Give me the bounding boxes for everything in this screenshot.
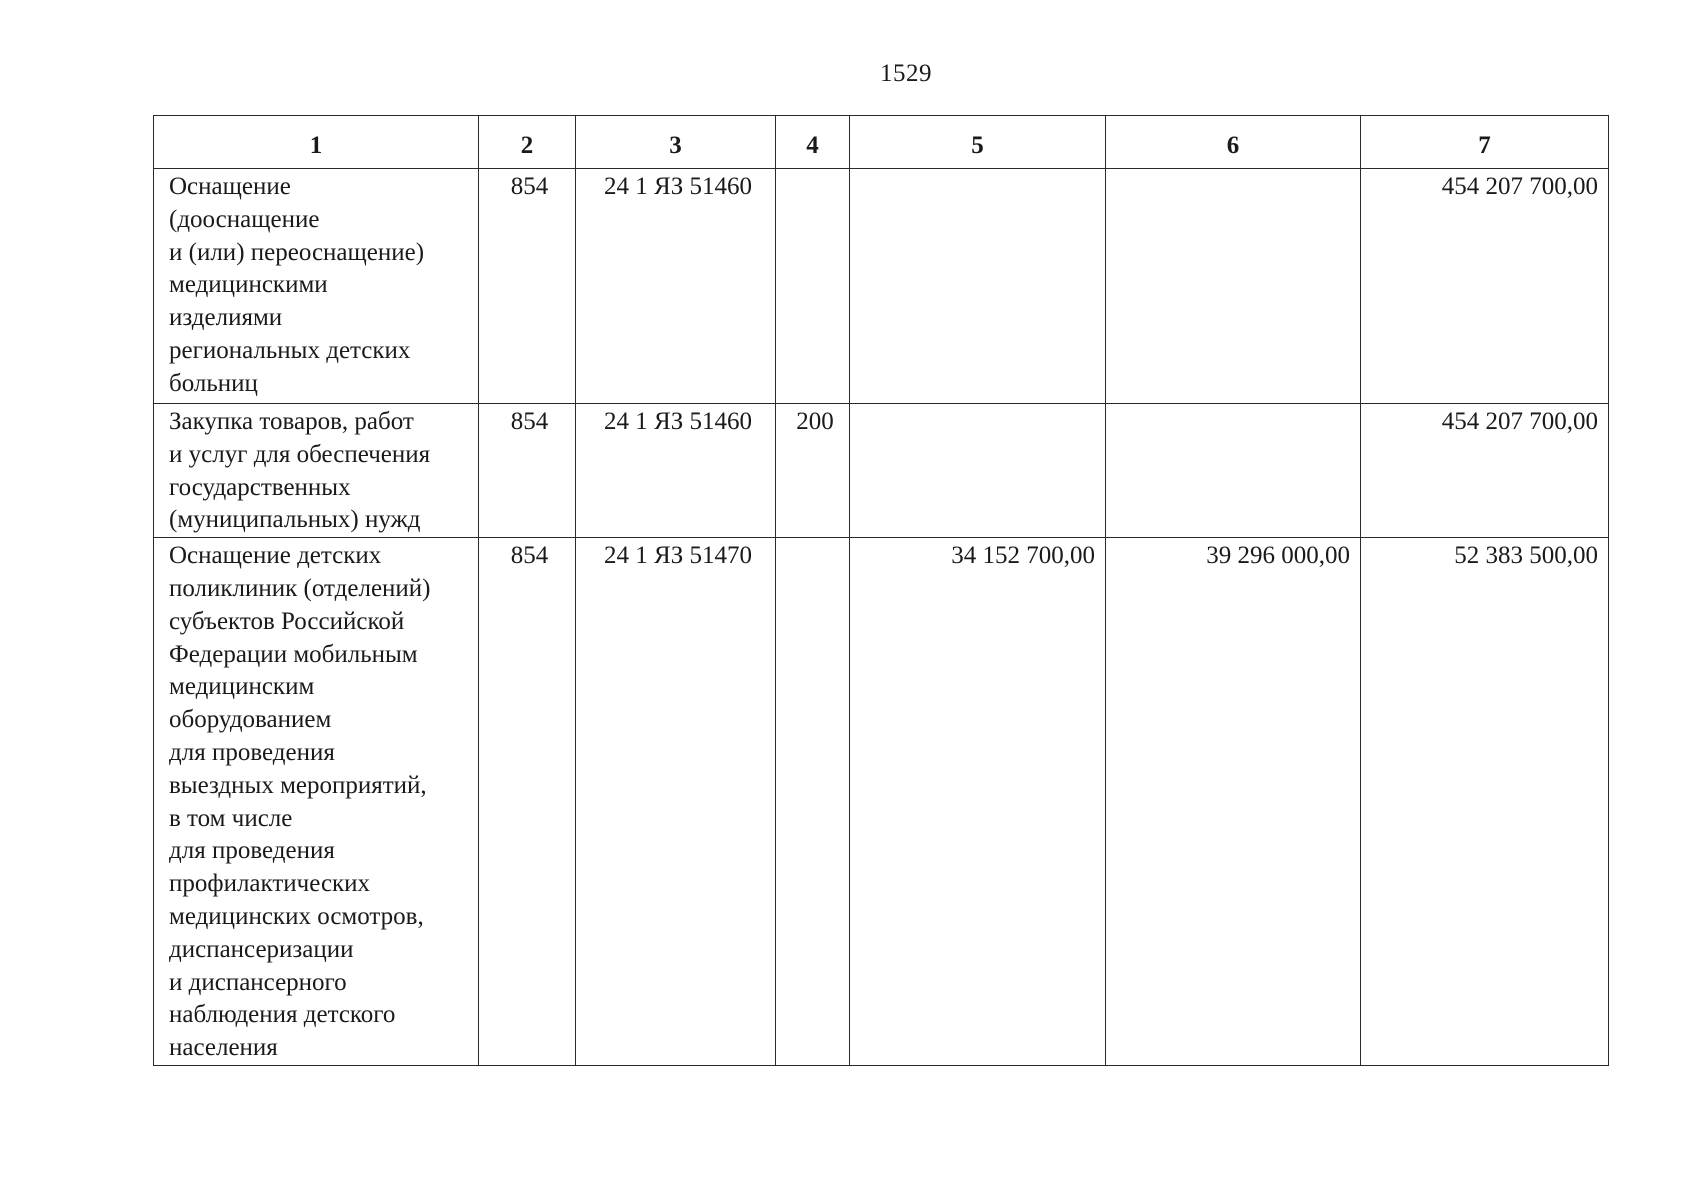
- row-name-line: в том числе: [169, 804, 293, 832]
- row-name-line: Федерации мобильным: [169, 640, 418, 668]
- target-article-cell: 24 1 ЯЗ 51460: [576, 169, 776, 404]
- row-name-line: Закупка товаров, работ: [169, 408, 414, 435]
- amount-col6-cell: [1106, 404, 1361, 538]
- column-header-5: 5: [850, 116, 1106, 169]
- row-name-line: для проведения: [169, 738, 335, 766]
- amount-col5-cell: [850, 404, 1106, 538]
- column-header-1: 1: [154, 116, 479, 169]
- row-name-line: изделиями: [169, 304, 283, 332]
- amount-col7-cell: 52 383 500,00: [1361, 538, 1609, 1066]
- column-header-2: 2: [479, 116, 576, 169]
- expense-type-cell: 200: [776, 404, 850, 538]
- target-article-cell: 24 1 ЯЗ 51460: [576, 404, 776, 538]
- row-name-cell: [154, 404, 479, 538]
- row-name-line: медицинским: [169, 673, 315, 701]
- amount-col7-cell: 454 207 700,00: [1361, 404, 1609, 538]
- column-header-4: 4: [776, 116, 850, 169]
- amount-col5-cell: [850, 169, 1106, 404]
- column-header-3: 3: [576, 116, 776, 169]
- row-name-line: населения: [169, 1034, 278, 1062]
- row-name-line: (муниципальных) нужд: [169, 506, 421, 534]
- ministry-code-cell: 854: [479, 538, 576, 1066]
- table-row: [154, 404, 1609, 538]
- row-name-line: и (или) переоснащение): [169, 238, 425, 266]
- row-name-line: медицинскими: [169, 271, 328, 299]
- amount-col6-cell: [1106, 169, 1361, 404]
- ministry-code-cell: 854: [479, 169, 576, 404]
- amount-col6-cell: 39 296 000,00: [1106, 538, 1361, 1066]
- expense-type-cell: [776, 169, 850, 404]
- row-name-line: поликлиник (отделений): [169, 574, 431, 602]
- row-name-line: и услуг для обеспечения: [169, 440, 431, 468]
- row-name-line: для проведения: [169, 837, 335, 865]
- amount-col7-cell: 454 207 700,00: [1361, 169, 1609, 404]
- column-header-6: 6: [1106, 116, 1361, 169]
- amount-col5-cell: 34 152 700,00: [850, 538, 1106, 1066]
- table-row: [154, 169, 1609, 404]
- row-name-cell: [154, 169, 479, 404]
- budget-table: [153, 115, 1609, 1066]
- row-name-line: медицинских осмотров,: [169, 902, 424, 930]
- row-name-line: профилактических: [169, 870, 371, 898]
- row-name-line: субъектов Российской: [169, 607, 405, 635]
- row-name-line: выездных мероприятий,: [169, 771, 427, 799]
- row-name-line: и диспансерного: [169, 968, 347, 996]
- ministry-code-cell: 854: [479, 404, 576, 538]
- header-row: [154, 116, 1609, 169]
- row-name-line: больниц: [169, 369, 258, 397]
- row-name-line: региональных детских: [169, 336, 411, 364]
- row-name-line: диспансеризации: [169, 935, 354, 963]
- page-number: 1529: [880, 60, 932, 87]
- row-name-line: оборудованием: [169, 706, 332, 734]
- table-row: [154, 538, 1609, 1066]
- row-name-cell: [154, 538, 479, 1066]
- row-name-line: Оснащение детских: [169, 542, 382, 570]
- target-article-cell: 24 1 ЯЗ 51470: [576, 538, 776, 1066]
- expense-type-cell: [776, 538, 850, 1066]
- row-name-line: государственных: [169, 473, 351, 501]
- row-name-line: наблюдения детского: [169, 1001, 396, 1029]
- column-header-7: 7: [1361, 116, 1609, 169]
- row-name-line: (дооснащение: [169, 205, 320, 233]
- row-name-line: Оснащение: [169, 173, 291, 200]
